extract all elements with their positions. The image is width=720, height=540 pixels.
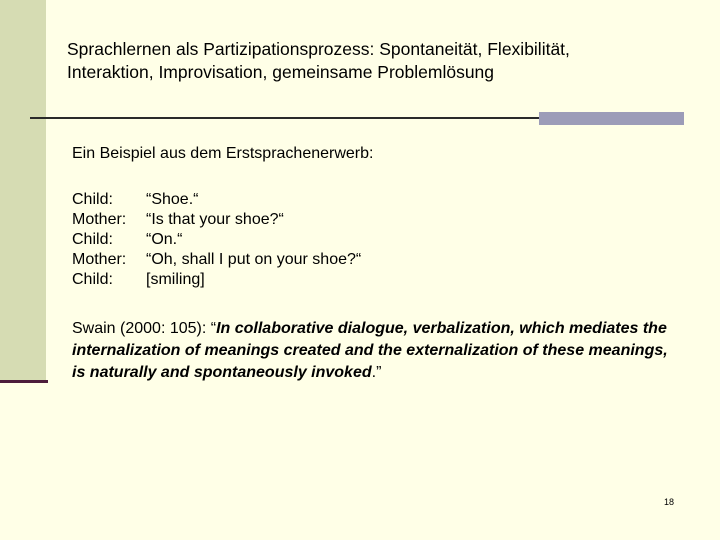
title-divider-block (539, 112, 684, 125)
quote-suffix: .” (371, 364, 382, 381)
dialogue-speaker: Mother: (72, 251, 127, 268)
quote-emphasis: In collaborative dialogue, verbalization, which mediates the internalization of meanings created and the externalization of these meanings, is naturally and spontaneously invoked (72, 320, 668, 381)
slide-title (67, 38, 687, 84)
dialogue-row (72, 190, 361, 210)
dialogue-speaker: Mother: (72, 211, 127, 228)
left-bar-accent (0, 380, 48, 383)
dialogue-line: “Shoe.“ (146, 191, 199, 208)
intro-text: Ein Beispiel aus dem Erstsprachenerwerb: (72, 145, 374, 162)
dialogue-line: “On.“ (146, 231, 183, 248)
dialogue-line: [smiling] (146, 271, 205, 288)
left-decorative-bar (0, 0, 46, 382)
dialogue-row (72, 230, 361, 250)
dialogue-speaker: Child: (72, 231, 113, 248)
dialogue-line: “Oh, shall I put on your shoe?“ (146, 251, 362, 268)
dialogue-row (72, 210, 361, 230)
slide-title-line-1: Sprachlernen als Partizipationsprozess: Spontaneität, Flexibilität, (67, 39, 570, 59)
dialogue-speaker: Child: (72, 191, 113, 208)
dialogue-row (72, 250, 361, 270)
swain-quote (72, 318, 672, 384)
dialogue-row (72, 270, 361, 290)
dialogue-line: “Is that your shoe?“ (146, 211, 284, 228)
slide-title-line-2: Interaktion, Improvisation, gemeinsame Problemlösung (67, 62, 495, 82)
quote-prefix: Swain (2000: 105): “ (72, 320, 217, 337)
dialogue-speaker: Child: (72, 271, 113, 288)
dialogue-block (72, 190, 361, 290)
page-number: 18 (664, 497, 675, 507)
